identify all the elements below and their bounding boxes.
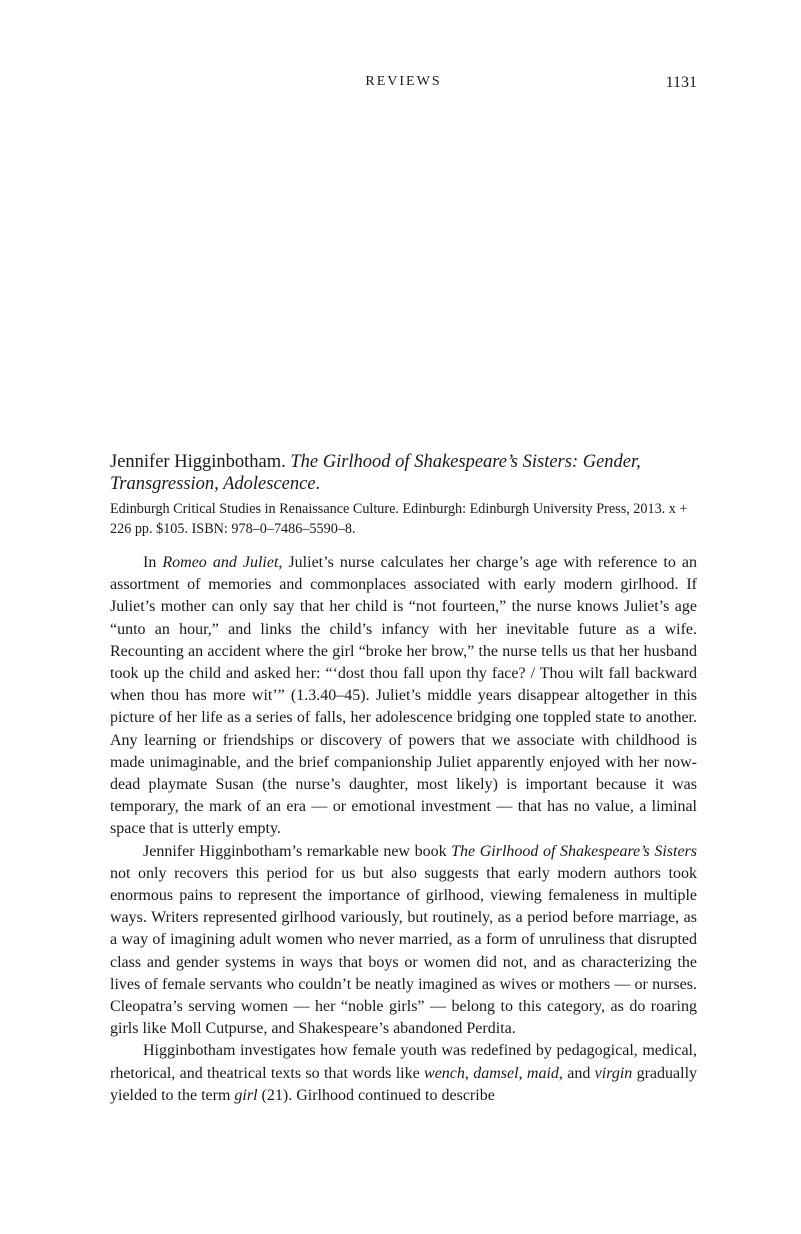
p3-word-damsel: damsel xyxy=(473,1064,519,1082)
review-heading xyxy=(110,451,697,495)
book-author: Jennifer Higginbotham. xyxy=(110,452,286,472)
p3-sep-2: , xyxy=(518,1064,527,1082)
title-period: . xyxy=(315,474,321,494)
running-head xyxy=(110,74,697,96)
paragraph-3 xyxy=(110,1040,697,1107)
paragraph-1 xyxy=(110,552,697,841)
p3-sep-4: gradually yielded to the term xyxy=(110,1064,698,1104)
running-title: REVIEWS xyxy=(365,74,442,89)
p2-book-title: The Girlhood of Shakespeare’s Sisters xyxy=(451,842,697,860)
book-title: The Girlhood of Shakespeare’s Sisters: Gender, Transgression, Adolescence xyxy=(110,452,641,494)
p3-sep-5: (21). Girlhood continued to describe xyxy=(257,1086,495,1104)
publication-info: Edinburgh Critical Studies in Renaissance Culture. Edinburgh: Edinburgh University Press, 2013. x + 226 pp. $105. ISBN: 978–0–7486–5590–8. xyxy=(110,501,688,537)
paragraph-2 xyxy=(110,841,697,1041)
p1-text-c: , Juliet’s nurse calculates her charge’s age with reference to an assortment of memories and commonplaces associated with early modern girlhood. If Juliet’s mother can only say that her child is “not fourteen,” the nurse knows Juliet’s age “unto an hour,” and links the child’s infancy with her inevitable future as a wife. Recounting an accident where the girl “broke her brow,” the nurse tells us that her husband took up the child and asked her: “‘dost thou fall upon thy face? / Thou wilt fall backward when thou has more wit’” (1.3.40–45). Juliet’s middle years disappear altogether in this picture of her life as a series of falls, her adolescence bridging one toppled state to another. Any learning or friendships or discovery of powers that we associate with childhood is made unimaginable, and the brief companionship Juliet apparently enjoyed with her now-dead playmate Susan (the nurse’s daughter, most likely) is important because it was temporary, the mark of an era — or emotional investment — that has no value, a liminal space that is utterly empty. xyxy=(110,554,698,838)
p2-text-c: not only recovers this period for us but also suggests that early modern authors took enormous pains to represent the importance of girlhood, viewing femaleness in multiple ways. Writers represented girlhood variously, but routinely, as a period before marriage, as a way of imagining adult women who never married, as a form of unruliness that disrupted class and gender systems in ways that boys or women did not, and as characterizing the lives of female servants who couldn’t be neatly imagined as wives or mothers — or nurses. Cleopatra’s serving women — her “noble girls” — belong to this category, as do roaring girls like Moll Cutpurse, and Shakespeare’s abandoned Perdita. xyxy=(110,864,697,1038)
p3-sep-1: , xyxy=(464,1064,474,1082)
p1-text-a: In xyxy=(143,554,163,571)
page-number: 1131 xyxy=(665,74,697,91)
p3-word-virgin: virgin xyxy=(594,1064,633,1082)
review-body xyxy=(110,552,697,1107)
p3-word-girl: girl xyxy=(234,1086,258,1104)
p3-sep-3: , and xyxy=(558,1064,595,1082)
p3-word-maid: maid xyxy=(526,1064,559,1082)
p3-word-wench: wench xyxy=(424,1064,465,1082)
p1-play-title: Romeo and Juliet xyxy=(162,554,279,571)
p3-text-a: Higginbotham investigates how female youth was redefined by pedagogical, medical, rhetorical, and theatrical texts so that words like xyxy=(110,1042,697,1082)
p2-text-a: Jennifer Higginbotham’s remarkable new book xyxy=(143,842,452,860)
book-review xyxy=(110,451,697,1107)
